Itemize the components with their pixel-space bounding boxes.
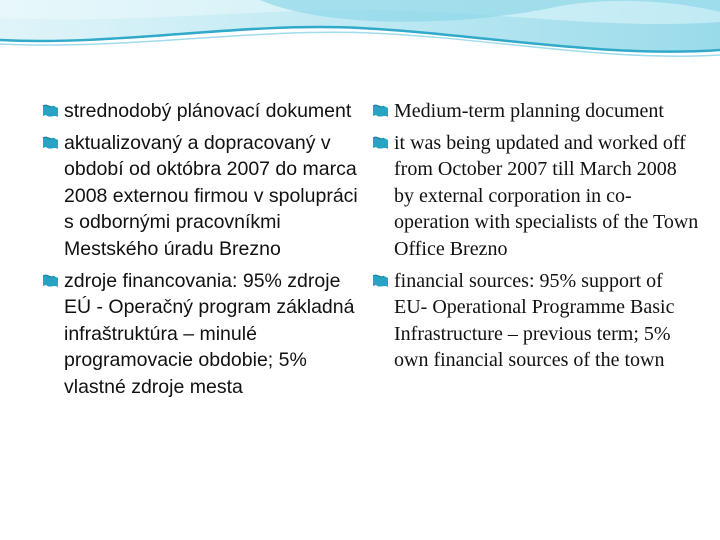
teal-wavy-bullet-icon [42, 273, 59, 289]
header-wave-decoration [0, 0, 720, 80]
teal-wavy-bullet-icon [372, 135, 389, 151]
list-item [370, 268, 700, 374]
slovak-bullet-list [40, 98, 360, 401]
teal-wavy-bullet-icon [372, 103, 389, 119]
list-item [370, 130, 700, 263]
list-item [40, 130, 360, 263]
english-bullet-list [370, 98, 700, 374]
list-item-text: Medium-term planning document [394, 100, 664, 122]
english-text-column [370, 98, 700, 379]
slovak-text-column [40, 98, 360, 406]
list-item-text: strednodobý plánovací dokument [64, 100, 352, 122]
list-item [40, 98, 360, 125]
list-item [40, 268, 360, 401]
list-item-text: it was being updated and worked off from October 2007 till March 2008 by external corporation in co-operation with specialists of the Town Office Brezno [394, 131, 699, 260]
teal-wavy-bullet-icon [372, 273, 389, 289]
header-wave-graphic [0, 0, 720, 80]
list-item-text: financial sources: 95% support of EU- Operational Programme Basic Infrastructure – previous term; 5% own financial sources of the town [394, 269, 675, 372]
teal-wavy-bullet-icon [42, 135, 59, 151]
list-item-text: zdroje financovania: 95% zdroje EÚ - Operačný program základná infraštruktúra – minulé programovacie obdobie; 5% vlastné zdroje mesta [64, 269, 355, 398]
teal-wavy-bullet-icon [42, 103, 59, 119]
list-item [370, 98, 700, 125]
list-item-text: aktualizovaný a dopracovaný v období od októbra 2007 do marca 2008 externou firmou v spolupráci s odbornými pracovníkmi Mestského úradu Brezno [64, 131, 358, 260]
